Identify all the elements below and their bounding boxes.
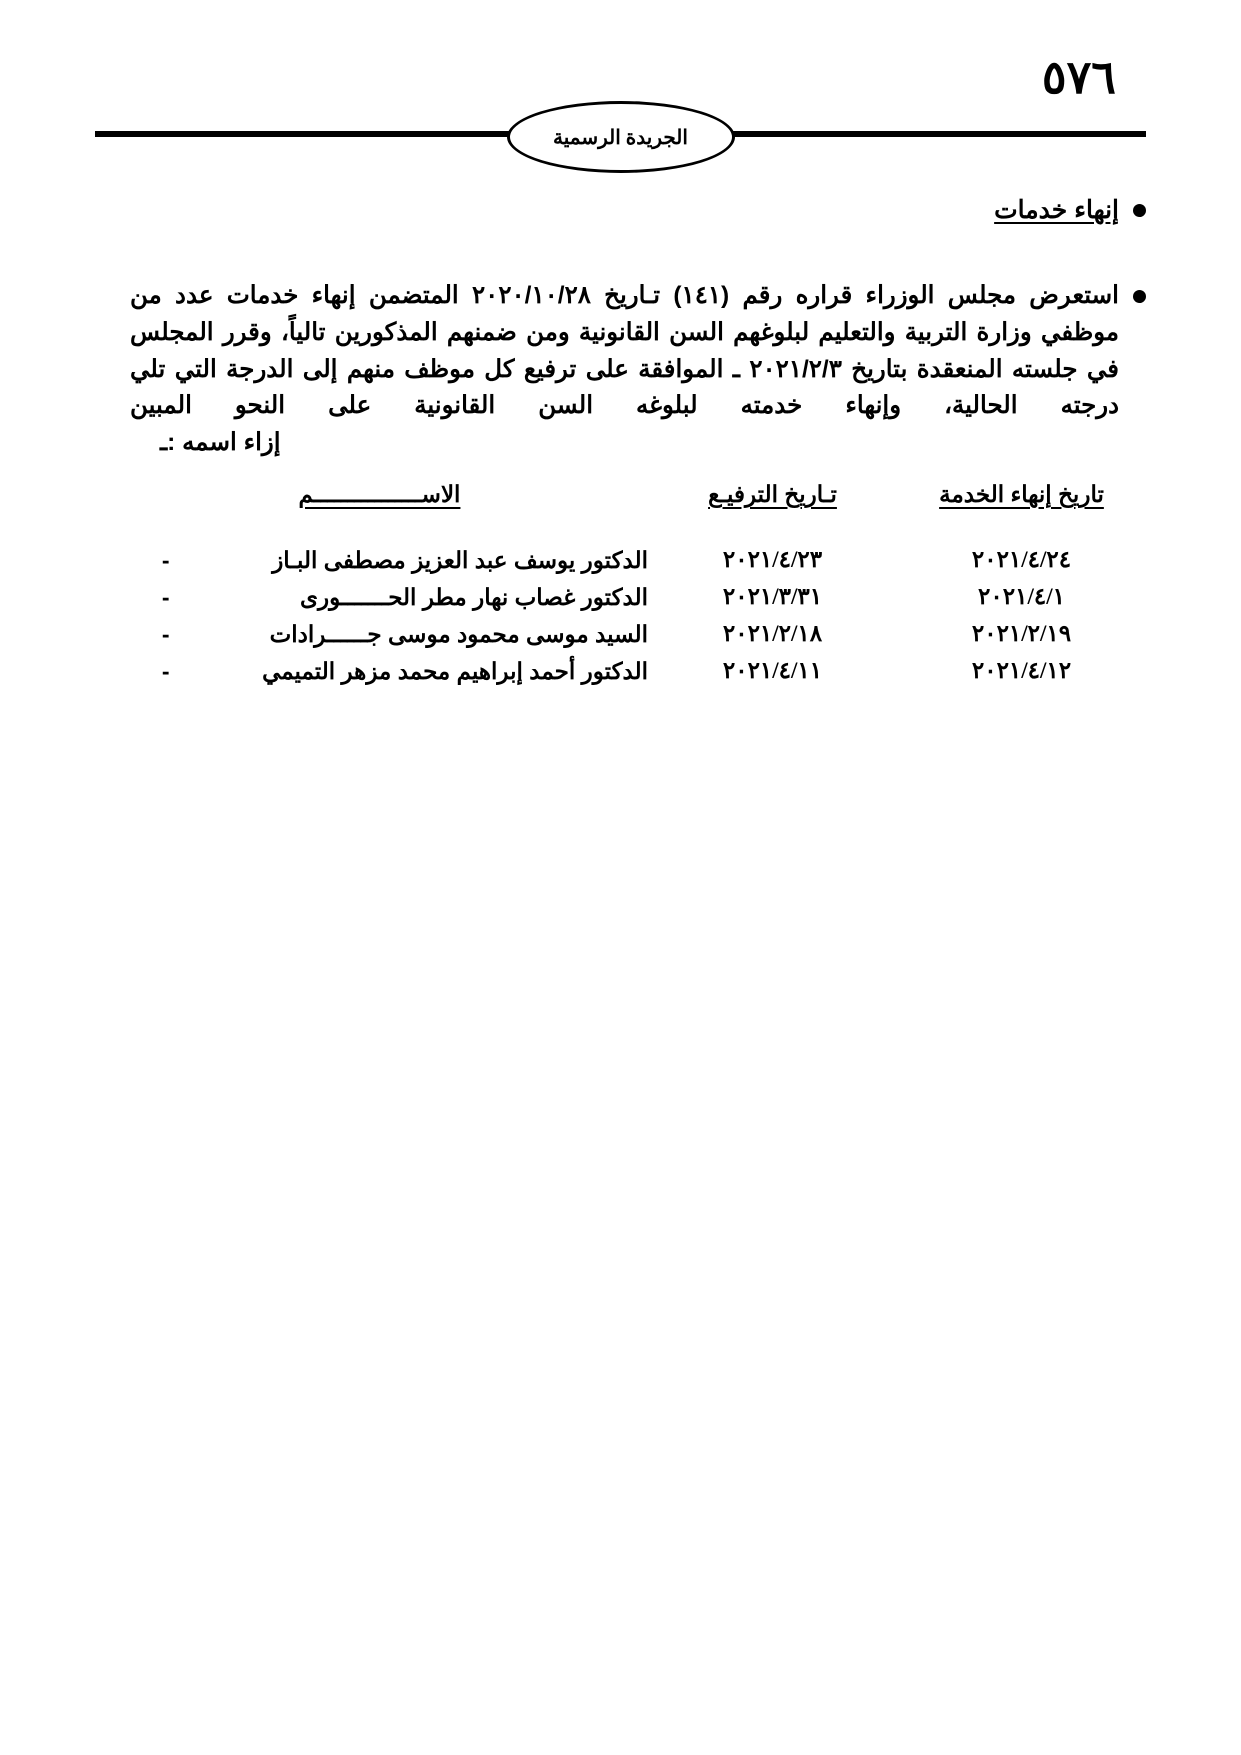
column-header-promotion-date: تـاريخ الترفيـع	[708, 481, 837, 507]
table-row	[150, 653, 1146, 690]
names-table	[150, 480, 1146, 690]
cell-dash: -	[161, 584, 170, 610]
cell-service-end-date: ٢٠٢١/٤/١	[978, 584, 1065, 609]
cell-dash: -	[161, 621, 170, 647]
cell-promotion-date: ٢٠٢١/٣/٣١	[722, 584, 823, 609]
column-header-name: الاســــــــــــــــم	[298, 481, 461, 507]
journal-name-badge	[507, 101, 735, 173]
column-header-service-end-date: تاريخ إنهاء الخدمة	[939, 481, 1104, 507]
paragraph-text: استعرض مجلس الوزراء قراره رقم (١٤١) تـاريخ ٢٠٢٠/١٠/٢٨ المتضمن إنهاء خدمات عدد من موظفي وزارة التربية والتعليم لبلوغهم السن القانونية ومن ضمنهم المذكورين تالياً، وقرر المجلس في جلسته المنعقدة بتاريخ ٢٠٢١/٢/٣ ـ الموافقة على ترفيع كل موظف منهم إلى الدرجة التي تلي درجته الحالية، وإنهاء خدمته لبلوغه السن القانونية على النحو المبين	[130, 282, 1119, 420]
cell-promotion-date: ٢٠٢١/٤/٢٣	[722, 547, 823, 572]
cell-service-end-date: ٢٠٢١/٤/١٢	[971, 658, 1072, 683]
cell-promotion-date: ٢٠٢١/٢/١٨	[722, 621, 823, 646]
cell-promotion-date: ٢٠٢١/٤/١١	[722, 658, 823, 683]
cell-name: السيد موسى محمود موسى جــــــرادات	[269, 621, 648, 647]
cell-dash: -	[161, 547, 170, 573]
section-title: إنهاء خدمات	[994, 196, 1119, 224]
bullet-icon	[1133, 204, 1146, 217]
cell-dash: -	[161, 658, 170, 684]
names-table-wrapper	[150, 480, 1146, 690]
table-row	[150, 616, 1146, 653]
cell-name: الدكتور أحمد إبراهيم محمد مزهر التميمي	[262, 658, 648, 684]
cell-name: الدكتور غصاب نهار مطر الحـــــــورى	[300, 584, 648, 610]
section-title-row	[994, 195, 1146, 225]
table-row	[150, 542, 1146, 579]
cell-service-end-date: ٢٠٢١/٢/١٩	[971, 621, 1072, 646]
page-number: ٥٧٦	[1041, 52, 1116, 103]
bullet-icon	[1133, 290, 1146, 303]
table-row	[150, 579, 1146, 616]
cell-name: الدكتور يوسف عبد العزيز مصطفى البـاز	[272, 547, 648, 573]
table-body	[150, 542, 1146, 690]
paragraph-text-container	[130, 278, 1119, 462]
journal-name-label: الجريدة الرسمية	[553, 126, 688, 149]
paragraph-tail: إزاء اسمه :ـ	[160, 429, 281, 456]
paragraph-block	[130, 278, 1146, 462]
cell-service-end-date: ٢٠٢١/٤/٢٤	[971, 547, 1072, 572]
page-header	[95, 52, 1146, 155]
table-header-row	[150, 480, 1146, 542]
